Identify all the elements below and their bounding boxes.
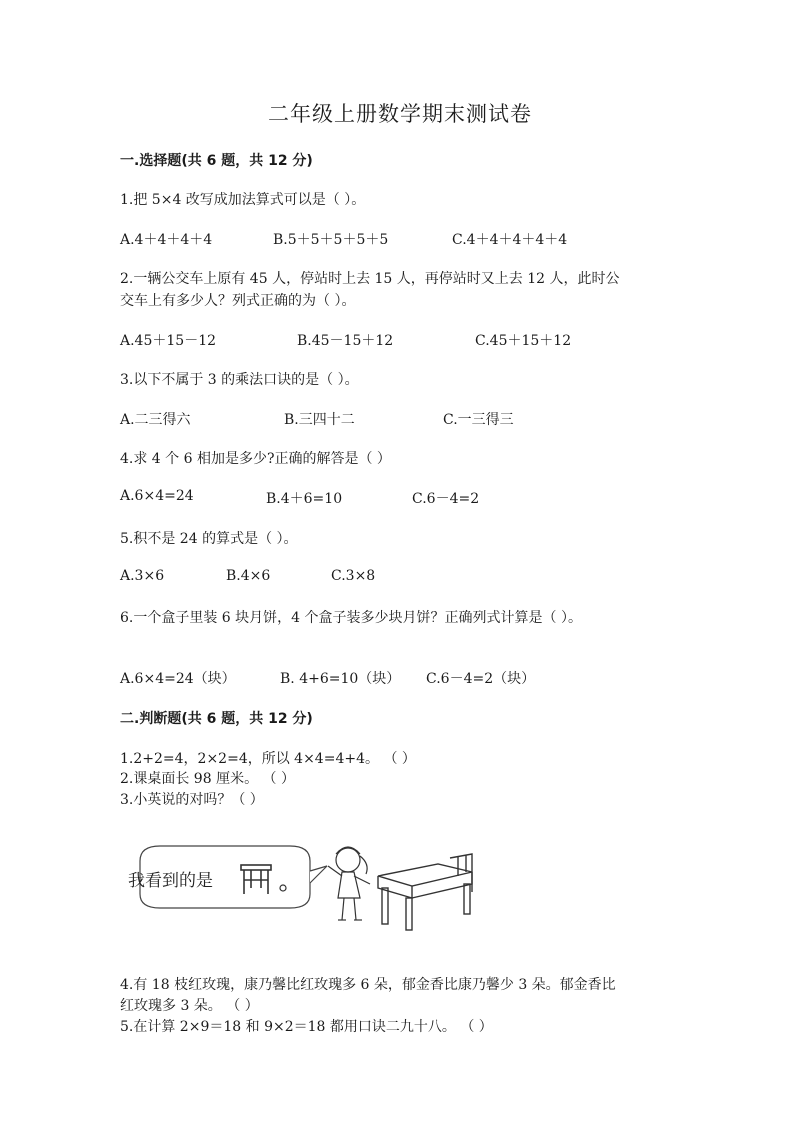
q3-option-a: A.二三得六 bbox=[120, 412, 191, 428]
judge-question-2: 2.课桌面长 98 厘米。 （ ） bbox=[120, 771, 295, 787]
judge-question-3: 3.小英说的对吗？（ ） bbox=[120, 792, 264, 808]
question-2-line-1: 2.一辆公交车上原有 45 人，停站时上去 15 人，再停站时又上去 12 人，此时公 bbox=[120, 271, 620, 287]
q4-option-c: C.6－4=2 bbox=[412, 491, 480, 507]
q1-option-a: A.4＋4＋4＋4 bbox=[120, 232, 213, 248]
section-1-heading: 一.选择题(共 6 题，共 12 分) bbox=[120, 153, 313, 169]
q5-option-b: B.4×6 bbox=[226, 568, 271, 584]
question-6: 6.一个盒子里装 6 块月饼，4 个盒子装多少块月饼？正确列式计算是（ ）。 bbox=[120, 610, 582, 626]
judge-question-5: 5.在计算 2×9＝18 和 9×2＝18 都用口诀二九十八。 （ ） bbox=[120, 1019, 493, 1035]
q1-option-b: B.5＋5＋5＋5＋5 bbox=[273, 232, 389, 248]
q6-option-a: A.6×4=24（块） bbox=[120, 671, 236, 687]
q6-option-c: C.6－4=2（块） bbox=[426, 671, 536, 687]
bubble-text: 我看到的是 bbox=[128, 871, 213, 891]
page-title: 二年级上册数学期末测试卷 bbox=[268, 102, 532, 126]
question-5: 5.积不是 24 的算式是（ ）。 bbox=[120, 531, 298, 547]
q1-option-c: C.4＋4＋4＋4＋4 bbox=[452, 232, 568, 248]
illustration-svg bbox=[120, 836, 490, 936]
judge-question-1: 1.2+2=4，2×2=4，所以 4×4=4+4。 （ ） bbox=[120, 751, 416, 767]
bubble-tail bbox=[310, 866, 327, 883]
q3-option-b: B.三四十二 bbox=[284, 412, 355, 428]
q2-option-c: C.45＋15＋12 bbox=[475, 333, 572, 349]
question-4: 4.求 4 个 6 相加是多少?正确的解答是（ ） bbox=[120, 451, 391, 467]
q2-option-a: A.45＋15－12 bbox=[120, 333, 217, 349]
q5-option-a: A.3×6 bbox=[120, 568, 165, 584]
q4-option-b: B.4＋6=10 bbox=[266, 491, 343, 507]
q6-option-b: B. 4+6=10（块） bbox=[280, 671, 401, 687]
bubble-period bbox=[280, 885, 286, 891]
section-2-heading: 二.判断题(共 6 题，共 12 分) bbox=[120, 711, 313, 727]
q4-option-a: A.6×4=24 bbox=[120, 488, 194, 504]
q3-option-c: C.一三得三 bbox=[443, 412, 514, 428]
bubble-table-icon bbox=[241, 865, 271, 894]
girl-figure bbox=[328, 847, 370, 920]
q2-option-b: B.45－15＋12 bbox=[297, 333, 394, 349]
q5-option-c: C.3×8 bbox=[331, 568, 376, 584]
desk-figure bbox=[378, 854, 472, 930]
question-2-line-2: 交车上有多少人？列式正确的为（ ）。 bbox=[120, 293, 356, 309]
illustration-girl-desk bbox=[120, 836, 490, 936]
judge-question-4-line-2: 红玫瑰多 3 朵。 （ ） bbox=[120, 998, 259, 1014]
question-1: 1.把 5×4 改写成加法算式可以是（ ）。 bbox=[120, 192, 366, 208]
question-3: 3.以下不属于 3 的乘法口诀的是（ ）。 bbox=[120, 372, 359, 388]
judge-question-4-line-1: 4.有 18 枝红玫瑰，康乃馨比红玫瑰多 6 朵，郁金香比康乃馨少 3 朵。郁金香比 bbox=[120, 977, 616, 993]
